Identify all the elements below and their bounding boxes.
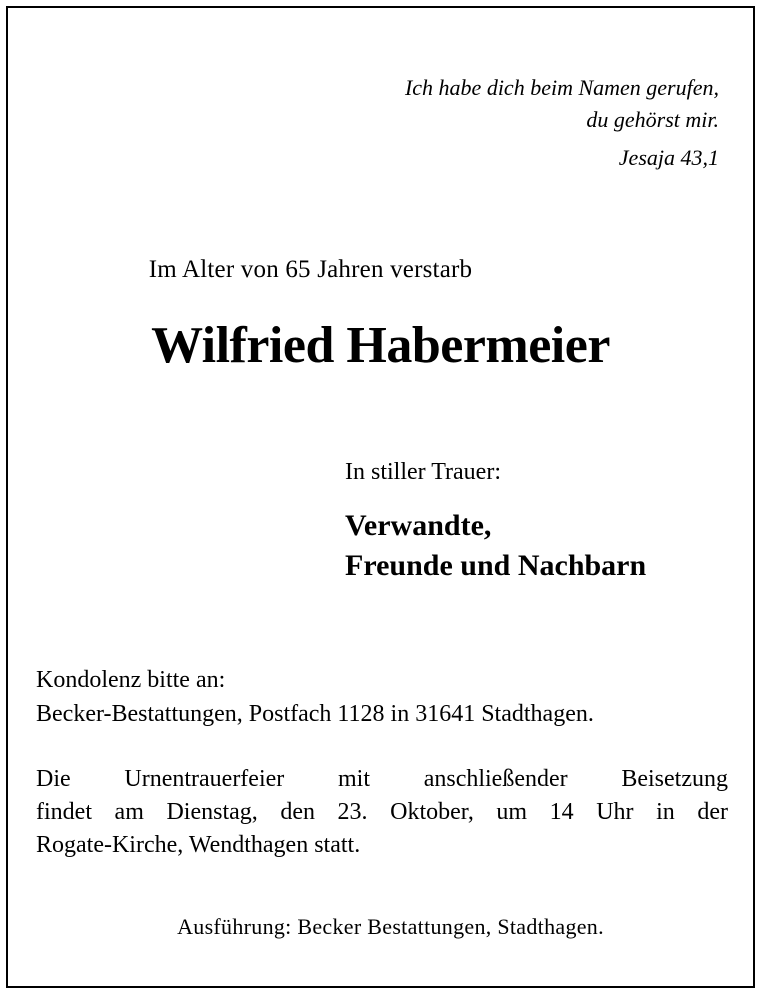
mourners-line-1: Verwandte,: [345, 509, 492, 542]
ceremony-details: [36, 763, 728, 862]
ceremony-line-1: Die Urnentrauerfeier mit anschließender Beisetzung: [36, 766, 728, 792]
verse-reference: Jesaja 43,1: [618, 145, 719, 170]
ceremony-line-3: Rogate-Kirche, Wendthagen statt.: [36, 832, 361, 858]
condolence-line-2: Becker-Bestattungen, Postfach 1128 in 31641 Stadthagen.: [36, 701, 594, 727]
verse-line-2: du gehörst mir.: [586, 107, 719, 132]
mourners-list: [345, 506, 646, 586]
condolence-line-1: Kondolenz bitte an:: [36, 667, 226, 693]
verse-line-1: Ich habe dich beim Namen gerufen,: [404, 75, 719, 100]
mourners-line-2: Freunde und Nachbarn: [345, 549, 647, 582]
mourning-intro: In stiller Trauer:: [345, 459, 501, 485]
condolence-address: [36, 663, 594, 731]
bible-verse: [405, 72, 719, 174]
deceased-name: Wilfried Habermeier: [151, 317, 610, 374]
ceremony-line-2: findet am Dienstag, den 23. Oktober, um 14 Uhr in der: [36, 799, 728, 825]
funeral-home-credit: Ausführung: Becker Bestattungen, Stadthagen.: [177, 914, 604, 939]
age-statement: Im Alter von 65 Jahren verstarb: [148, 256, 473, 283]
obituary-notice: [6, 6, 755, 988]
